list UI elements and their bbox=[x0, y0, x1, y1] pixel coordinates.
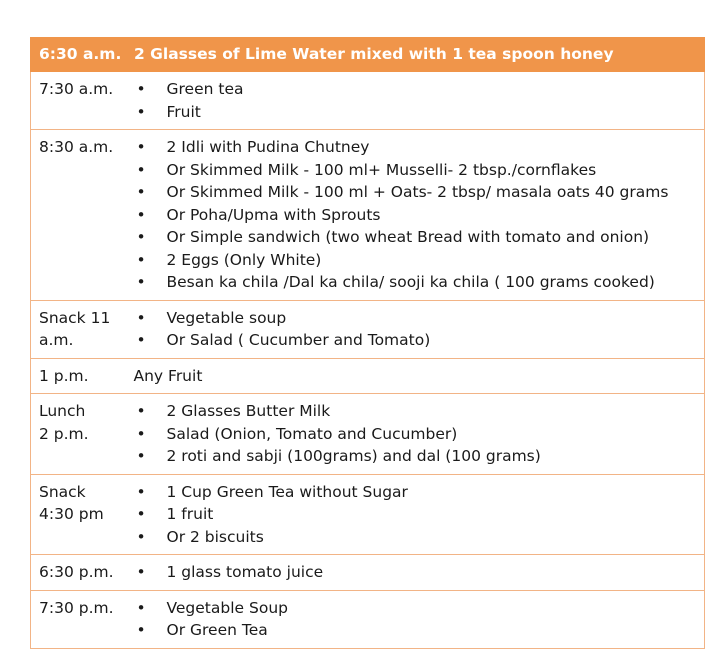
list-item: • Besan ka chila /Dal ka chila/ sooji ka chila ( 100 grams cooked) bbox=[134, 271, 697, 294]
list-item: • Salad (Onion, Tomato and Cucumber) bbox=[134, 423, 697, 446]
menu-list bbox=[134, 78, 697, 123]
list-item: • Or Poha/Upma with Sprouts bbox=[134, 204, 697, 227]
menu-cell bbox=[134, 130, 705, 301]
table-row bbox=[31, 72, 705, 130]
time-label: Snack 11 bbox=[39, 308, 111, 327]
list-item: • Or Skimmed Milk - 100 ml + Oats- 2 tbsp/ masala oats 40 grams bbox=[134, 181, 697, 204]
list-item: • Green tea bbox=[134, 78, 697, 101]
menu-cell bbox=[134, 590, 705, 648]
menu-list bbox=[134, 400, 697, 468]
time-cell bbox=[31, 358, 134, 394]
list-item: • 2 Glasses Butter Milk bbox=[134, 400, 697, 423]
menu-list bbox=[134, 561, 697, 584]
menu-cell bbox=[134, 300, 705, 358]
diet-chart bbox=[30, 37, 705, 649]
time-label: 8:30 a.m. bbox=[39, 138, 114, 156]
list-item: • Vegetable Soup bbox=[134, 597, 697, 620]
menu-list bbox=[134, 136, 697, 294]
list-item: • Or Salad ( Cucumber and Tomato) bbox=[134, 329, 697, 352]
menu-list bbox=[134, 307, 697, 352]
list-item: • 1 fruit bbox=[134, 503, 697, 526]
time-label: 6:30 a.m. bbox=[39, 45, 122, 63]
table-row bbox=[31, 130, 705, 301]
menu-text: 2 Glasses of Lime Water mixed with 1 tea spoon honey bbox=[134, 45, 614, 63]
menu-cell bbox=[134, 72, 705, 130]
time-label: 7:30 a.m. bbox=[39, 80, 114, 98]
time-cell bbox=[31, 300, 134, 358]
list-item: • Vegetable soup bbox=[134, 307, 697, 330]
time-label: Lunch bbox=[39, 402, 86, 420]
list-item: • Or Skimmed Milk - 100 ml+ Musselli- 2 tbsp./cornflakes bbox=[134, 159, 697, 182]
table-row bbox=[31, 358, 705, 394]
table-row bbox=[31, 474, 705, 555]
menu-text: Any Fruit bbox=[133, 366, 203, 385]
time-cell bbox=[31, 394, 134, 475]
list-item: • 1 glass tomato juice bbox=[134, 561, 697, 584]
table-row bbox=[31, 394, 705, 475]
menu-list bbox=[134, 597, 697, 642]
time-cell bbox=[31, 474, 134, 555]
table-row bbox=[31, 555, 705, 591]
list-item: • 1 Cup Green Tea without Sugar bbox=[134, 481, 697, 504]
menu-cell bbox=[134, 555, 705, 591]
list-item: • Fruit bbox=[134, 101, 697, 124]
menu-cell bbox=[134, 358, 705, 394]
list-item: • 2 roti and sabji (100grams) and dal (100 grams) bbox=[134, 445, 697, 468]
table-row bbox=[31, 590, 705, 648]
time-label: Snack bbox=[39, 482, 86, 501]
table-row bbox=[31, 300, 705, 358]
header-row bbox=[31, 37, 705, 72]
time-cell bbox=[31, 37, 134, 72]
time-cell bbox=[31, 590, 134, 648]
list-item: • 2 Idli with Pudina Chutney bbox=[134, 136, 697, 159]
time-cell bbox=[31, 555, 134, 591]
menu-cell bbox=[134, 37, 705, 72]
time-label: 4:30 pm bbox=[39, 505, 104, 523]
time-label: a.m. bbox=[39, 331, 74, 349]
menu-list bbox=[134, 481, 697, 549]
menu-cell bbox=[134, 474, 705, 555]
time-label: 7:30 p.m. bbox=[39, 598, 114, 617]
list-item: • Or Green Tea bbox=[134, 619, 697, 642]
list-item: • 2 Eggs (Only White) bbox=[134, 249, 697, 272]
time-label: 2 p.m. bbox=[39, 424, 89, 443]
list-item: • Or Simple sandwich (two wheat Bread with tomato and onion) bbox=[134, 226, 697, 249]
time-cell bbox=[31, 130, 134, 301]
list-item: • Or 2 biscuits bbox=[134, 526, 697, 549]
menu-cell bbox=[134, 394, 705, 475]
time-cell bbox=[31, 72, 134, 130]
diet-table bbox=[30, 37, 705, 649]
time-label: 6:30 p.m. bbox=[39, 563, 114, 581]
time-label: 1 p.m. bbox=[39, 366, 89, 385]
